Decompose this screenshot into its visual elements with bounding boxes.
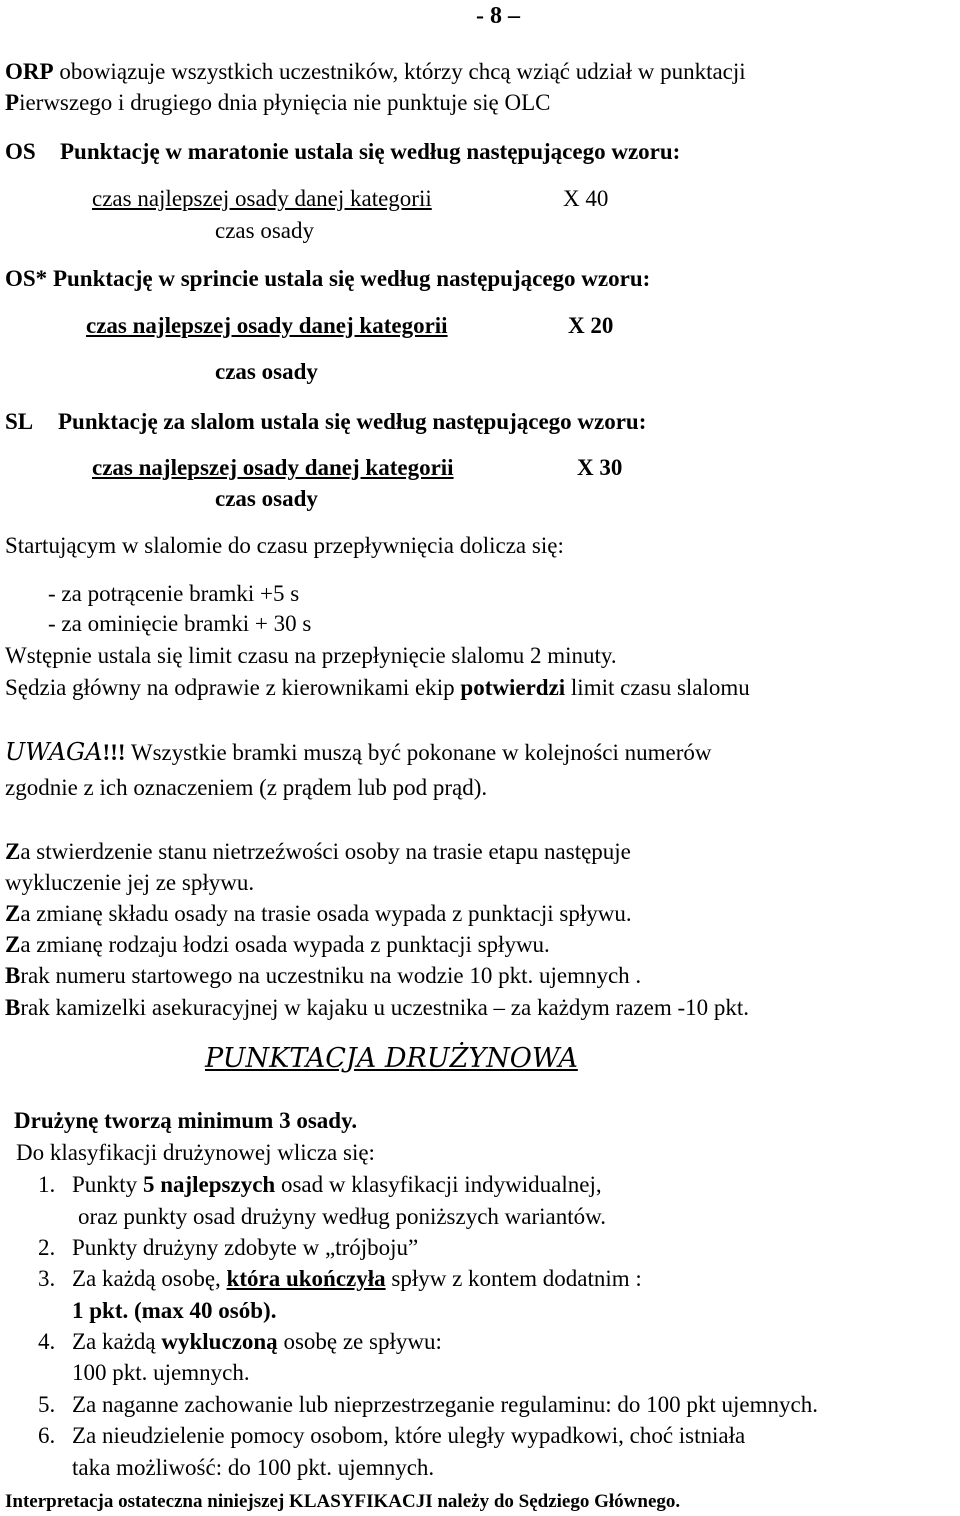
- os-numerator: czas najlepszej osady danej kategorii: [92, 186, 432, 211]
- judge-text-bold: potwierdzi: [460, 675, 566, 700]
- orp-code: ORP: [5, 59, 54, 84]
- rule-text: a zmianę rodzaju łodzi osada wypada z punktacji spływu.: [20, 932, 550, 957]
- rule-text: rak numeru startowego na uczestniku na wodzie 10 pkt. ujemnych .: [20, 963, 642, 988]
- rule-initial: Z: [5, 901, 21, 926]
- team-item-4-continuation: 100 pkt. ujemnych.: [72, 1360, 250, 1385]
- team-item-3-number: 3.: [38, 1266, 56, 1291]
- team-item-6-number: 6.: [38, 1423, 56, 1448]
- rule-line: [5, 962, 641, 990]
- footer-note: Interpretacja ostateczna niniejszej KLASYFIKACJI należy do Sędziego Głównego.: [5, 1491, 681, 1512]
- os-code: OS: [5, 139, 36, 164]
- rule-line: [5, 931, 550, 959]
- team-item-3: [72, 1265, 642, 1293]
- sprint-heading: Punktację w sprincie ustala się według następującego wzoru:: [47, 266, 651, 291]
- team-item-4-number: 4.: [38, 1329, 56, 1354]
- team-item-1-continuation: oraz punkty osad drużyny według poniższych wariantów.: [78, 1204, 607, 1229]
- team-minimum: Drużynę tworzą minimum 3 osady.: [14, 1108, 358, 1133]
- rule-text: rak kamizelki asekuracyjnej w kajaku u uczestnika – za każdym razem -10 pkt.: [20, 995, 750, 1020]
- team-item-3-text-end: spływ z kontem dodatnim :: [385, 1266, 642, 1291]
- rule-initial: Z: [5, 932, 21, 957]
- warning-line-1: [5, 738, 711, 767]
- team-item-4-text-end: osobę ze spływu:: [277, 1329, 442, 1354]
- rule-line: [5, 900, 632, 928]
- rule-line: [5, 994, 749, 1022]
- slalom-limit: Wstępnie ustala się limit czasu na przepłynięcie slalomu 2 minuty.: [5, 643, 617, 668]
- warning-text-1: Wszystkie bramki muszą być pokonane w kolejności numerów: [125, 740, 712, 765]
- rule-initial: B: [5, 995, 21, 1020]
- rule-line: [5, 869, 254, 897]
- sprint-denominator: czas osady: [215, 359, 318, 384]
- judge-text-before: Sędzia główny na odprawie z kierownikami ekip: [5, 675, 461, 700]
- judge-text-after: limit czasu slalomu: [565, 675, 750, 700]
- team-item-2: Punkty drużyny zdobyte w „trójboju”: [72, 1235, 419, 1260]
- slalom-penalty-1: - za potrącenie bramki +5 s: [48, 581, 300, 606]
- slalom-judge: [5, 674, 750, 702]
- team-item-5: Za naganne zachowanie lub nieprzestrzeganie regulaminu: do 100 pkt ujemnych.: [72, 1392, 818, 1417]
- sl-heading: Punktację za slalom ustala się według następującego wzoru:: [58, 409, 647, 434]
- orp-line-2: [5, 89, 550, 117]
- team-item-1-text-end: osad w klasyfikacji indywidualnej,: [275, 1172, 602, 1197]
- rule-text: a zmianę składu osady na trasie osada wypada z punktacji spływu.: [20, 901, 632, 926]
- warning-label: UWAGA: [5, 738, 103, 766]
- team-item-6: Za nieudzielenie pomocy osobom, które uległy wypadkowi, choć istniała: [72, 1423, 746, 1448]
- team-item-3-continuation: 1 pkt. (max 40 osób).: [72, 1298, 277, 1323]
- sl-code: SL: [5, 409, 34, 434]
- team-item-1-text: Punkty: [72, 1172, 143, 1197]
- slalom-intro: Startującym w slalomie do czasu przepływnięcia dolicza się:: [5, 533, 564, 558]
- team-item-4-text: Za każdą: [72, 1329, 162, 1354]
- team-item-1-bold: 5 najlepszych: [142, 1172, 276, 1197]
- team-item-4: [72, 1328, 442, 1356]
- team-item-1-number: 1.: [38, 1172, 56, 1197]
- team-item-1: [72, 1171, 602, 1199]
- warning-exclaim: !!!: [102, 740, 126, 765]
- rule-line: [5, 838, 631, 866]
- os-denominator: czas osady: [215, 218, 314, 243]
- slalom-penalty-2: - za ominięcie bramki + 30 s: [48, 611, 312, 636]
- warning-line-2: zgodnie z ich oznaczeniem (z prądem lub pod prąd).: [5, 775, 488, 800]
- team-item-4-bold: wykluczoną: [161, 1329, 278, 1354]
- rule-text: wykluczenie jej ze spływu.: [5, 870, 255, 895]
- team-item-5-number: 5.: [38, 1392, 56, 1417]
- team-item-3-bold: która ukończyła: [226, 1266, 386, 1291]
- rule-initial: B: [5, 963, 21, 988]
- sl-numerator: czas najlepszej osady danej kategorii: [92, 455, 454, 480]
- team-item-6-continuation: taka możliwość: do 100 pkt. ujemnych.: [72, 1455, 435, 1480]
- page-number: - 8 –: [476, 3, 520, 29]
- orp-text-2: ierwszego i drugiego dnia płynięcia nie punktuje się OLC: [19, 90, 551, 115]
- os-multiplier: X 40: [563, 186, 609, 211]
- os-heading: Punktację w maratonie ustala się według następującego wzoru:: [60, 139, 681, 164]
- sprint-code: OS*: [5, 266, 48, 291]
- sprint-line: [5, 265, 650, 293]
- orp-line-1: [5, 58, 746, 86]
- sl-denominator: czas osady: [215, 486, 318, 511]
- sl-multiplier: X 30: [577, 455, 623, 480]
- orp-text-1: obowiązuje wszystkich uczestników, którzy chcą wziąć udział w punktacji: [53, 59, 746, 84]
- sprint-numerator: czas najlepszej osady danej kategorii: [86, 313, 448, 338]
- rule-text: a stwierdzenie stanu nietrzeźwości osoby na trasie etapu następuje: [20, 839, 631, 864]
- sprint-multiplier: X 20: [568, 313, 614, 338]
- rule-initial: Z: [5, 839, 21, 864]
- team-intro: Do klasyfikacji drużynowej wlicza się:: [16, 1140, 375, 1165]
- team-item-3-text: Za każdą osobę,: [72, 1266, 227, 1291]
- team-title: PUNKTACJA DRUŻYNOWA: [205, 1043, 578, 1074]
- orp-initial: P: [5, 90, 20, 115]
- team-item-2-number: 2.: [38, 1235, 56, 1260]
